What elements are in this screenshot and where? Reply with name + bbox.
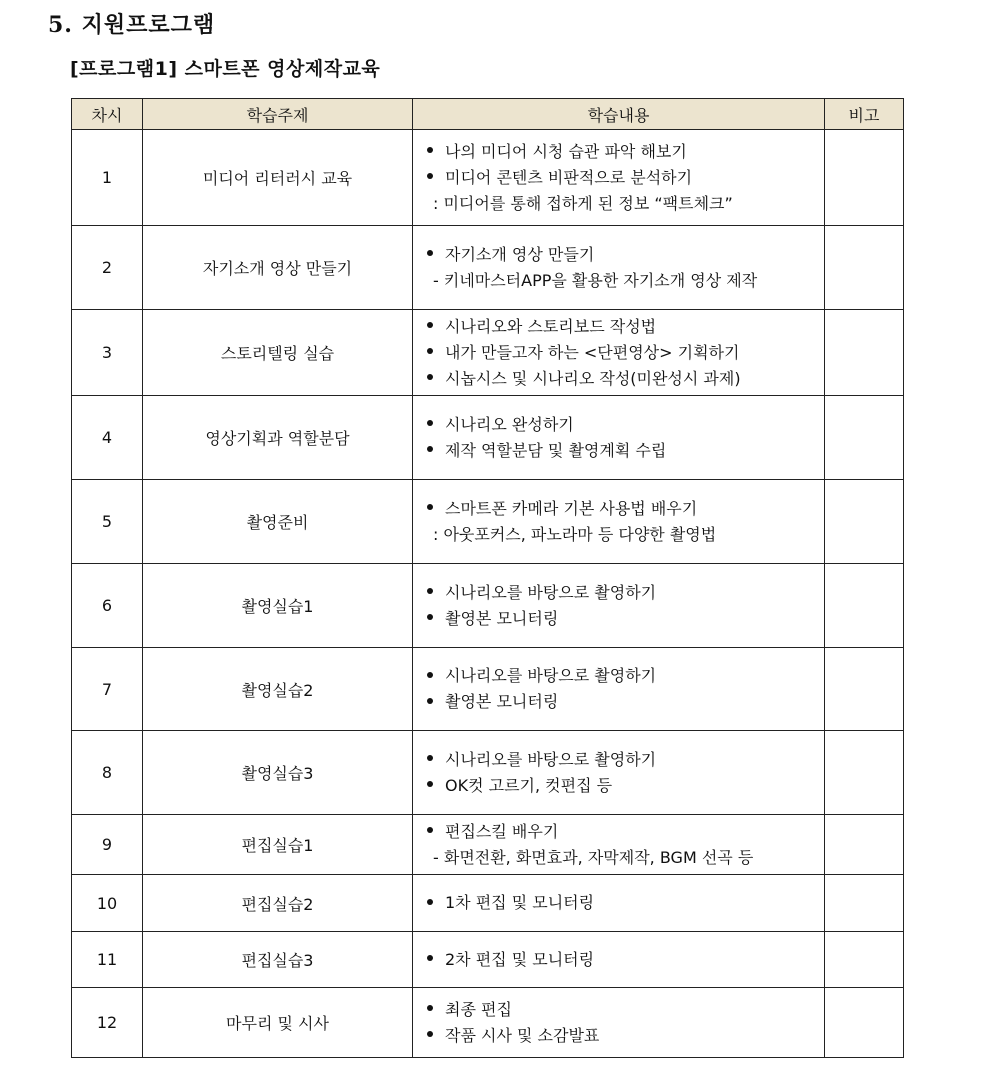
note-cell <box>825 731 904 815</box>
curriculum-table <box>71 98 904 1058</box>
header-topic: 학습주제 <box>143 99 413 130</box>
content-line <box>427 438 824 464</box>
content-line <box>427 747 824 773</box>
content-line-text: 2차 편집 및 모니터링 <box>445 949 595 969</box>
bullet-icon <box>427 1005 433 1011</box>
content-line <box>427 165 824 191</box>
session-cell: 11 <box>72 932 143 988</box>
content-line-text: : 미디어를 통해 접하게 된 정보 “팩트체크” <box>433 193 733 213</box>
topic-cell: 편집실습3 <box>143 932 413 988</box>
content-line-text: - 화면전환, 화면효과, 자막제작, BGM 선곡 등 <box>433 847 754 867</box>
bullet-icon <box>427 899 433 905</box>
topic-cell: 촬영실습2 <box>143 648 413 731</box>
table-row <box>72 932 904 988</box>
content-line-text: 1차 편집 및 모니터링 <box>445 893 595 912</box>
topic-cell: 편집실습2 <box>143 875 413 932</box>
content-line <box>427 845 824 871</box>
session-cell: 12 <box>72 988 143 1058</box>
bullet-icon <box>427 420 433 426</box>
bullet-icon <box>427 672 433 678</box>
content-line <box>427 890 824 916</box>
note-cell <box>825 564 904 648</box>
table-row <box>72 396 904 480</box>
content-line-text: 시나리오를 바탕으로 촬영하기 <box>445 749 657 769</box>
table-row <box>72 648 904 731</box>
note-cell <box>825 226 904 310</box>
content-line-text: - 키네마스터APP을 활용한 자기소개 영상 제작 <box>433 270 758 290</box>
content-cell <box>413 815 825 875</box>
session-cell: 10 <box>72 875 143 932</box>
table-row <box>72 480 904 564</box>
note-cell <box>825 815 904 875</box>
session-cell: 3 <box>72 310 143 396</box>
content-cell <box>413 226 825 310</box>
table-row <box>72 130 904 226</box>
content-line <box>427 689 824 715</box>
topic-cell: 영상기획과 역할분담 <box>143 396 413 480</box>
bullet-icon <box>427 1031 433 1037</box>
header-content: 학습내용 <box>413 99 825 130</box>
content-line <box>427 1023 824 1049</box>
content-cell <box>413 932 825 988</box>
table-row <box>72 875 904 932</box>
table-body <box>72 130 904 1058</box>
content-line-text: 시나리오 완성하기 <box>445 414 574 434</box>
content-line-text: 나의 미디어 시청 습관 파악 해보기 <box>445 141 687 161</box>
content-line <box>427 496 824 522</box>
topic-cell: 촬영실습3 <box>143 731 413 815</box>
content-line <box>427 606 824 632</box>
session-cell: 5 <box>72 480 143 564</box>
content-line <box>427 268 824 294</box>
content-line-text: 자기소개 영상 만들기 <box>445 244 595 264</box>
content-cell <box>413 564 825 648</box>
content-line <box>427 997 824 1023</box>
session-cell: 6 <box>72 564 143 648</box>
bullet-icon <box>427 588 433 594</box>
content-line <box>427 819 824 845</box>
content-cell <box>413 310 825 396</box>
bullet-icon <box>427 698 433 704</box>
bullet-icon <box>427 504 433 510</box>
session-cell: 7 <box>72 648 143 731</box>
section-heading: 5. 지원프로그램 <box>48 12 216 38</box>
content-line-text: 편집스킬 배우기 <box>445 821 559 841</box>
bullet-icon <box>427 374 433 380</box>
note-cell <box>825 988 904 1058</box>
table-row <box>72 731 904 815</box>
content-line-text: 시나리오와 스토리보드 작성법 <box>445 316 657 336</box>
content-line <box>427 522 824 548</box>
content-cell <box>413 130 825 226</box>
session-cell: 1 <box>72 130 143 226</box>
bullet-icon <box>427 173 433 179</box>
content-line <box>427 663 824 689</box>
content-line <box>427 366 824 392</box>
bullet-icon <box>427 348 433 354</box>
note-cell <box>825 130 904 226</box>
topic-cell: 미디어 리터러시 교육 <box>143 130 413 226</box>
content-cell <box>413 648 825 731</box>
topic-cell: 촬영실습1 <box>143 564 413 648</box>
content-line-text: 제작 역할분담 및 촬영계획 수립 <box>445 440 667 460</box>
bullet-icon <box>427 755 433 761</box>
content-line-text: 시나리오를 바탕으로 촬영하기 <box>445 582 657 602</box>
note-cell <box>825 875 904 932</box>
session-cell: 9 <box>72 815 143 875</box>
content-line <box>427 242 824 268</box>
table-row <box>72 815 904 875</box>
content-cell <box>413 396 825 480</box>
note-cell <box>825 310 904 396</box>
content-line-text: 최종 편집 <box>445 999 512 1019</box>
content-line-text: 미디어 콘텐츠 비판적으로 분석하기 <box>445 167 693 187</box>
note-cell <box>825 480 904 564</box>
bullet-icon <box>427 250 433 256</box>
content-line-text: OK컷 고르기, 컷편집 등 <box>445 775 613 795</box>
bullet-icon <box>427 827 433 833</box>
content-line-text: 작품 시사 및 소감발표 <box>445 1025 600 1045</box>
note-cell <box>825 932 904 988</box>
note-cell <box>825 396 904 480</box>
content-line <box>427 412 824 438</box>
topic-cell: 마무리 및 시사 <box>143 988 413 1058</box>
content-line <box>427 191 824 217</box>
content-line <box>427 947 824 973</box>
table-header-row <box>72 99 904 130</box>
content-line-text: 촬영본 모니터링 <box>445 692 559 711</box>
content-cell <box>413 731 825 815</box>
content-line-text: 시나리오를 바탕으로 촬영하기 <box>445 666 657 685</box>
content-line <box>427 773 824 799</box>
content-line <box>427 580 824 606</box>
bullet-icon <box>427 147 433 153</box>
bullet-icon <box>427 614 433 620</box>
content-line-text: : 아웃포커스, 파노라마 등 다양한 촬영법 <box>433 524 717 544</box>
session-cell: 2 <box>72 226 143 310</box>
bullet-icon <box>427 322 433 328</box>
bullet-icon <box>427 446 433 452</box>
bullet-icon <box>427 781 433 787</box>
session-cell: 4 <box>72 396 143 480</box>
note-cell <box>825 648 904 731</box>
content-line-text: 시놉시스 및 시나리오 작성(미완성시 과제) <box>445 368 741 388</box>
table-row <box>72 310 904 396</box>
program-title: [프로그램1] 스마트폰 영상제작교육 <box>70 58 381 80</box>
content-line-text: 촬영본 모니터링 <box>445 608 559 628</box>
content-cell <box>413 480 825 564</box>
table-row <box>72 226 904 310</box>
content-cell <box>413 988 825 1058</box>
topic-cell: 스토리텔링 실습 <box>143 310 413 396</box>
topic-cell: 자기소개 영상 만들기 <box>143 226 413 310</box>
header-note: 비고 <box>825 99 904 130</box>
content-line <box>427 340 824 366</box>
session-cell: 8 <box>72 731 143 815</box>
content-line-text: 스마트폰 카메라 기본 사용법 배우기 <box>445 498 698 518</box>
header-session: 차시 <box>72 99 143 130</box>
content-line <box>427 139 824 165</box>
bullet-icon <box>427 955 433 961</box>
table-row <box>72 988 904 1058</box>
topic-cell: 편집실습1 <box>143 815 413 875</box>
topic-cell: 촬영준비 <box>143 480 413 564</box>
table-row <box>72 564 904 648</box>
content-line-text: 내가 만들고자 하는 <단편영상> 기획하기 <box>445 342 740 362</box>
content-cell <box>413 875 825 932</box>
content-line <box>427 314 824 340</box>
